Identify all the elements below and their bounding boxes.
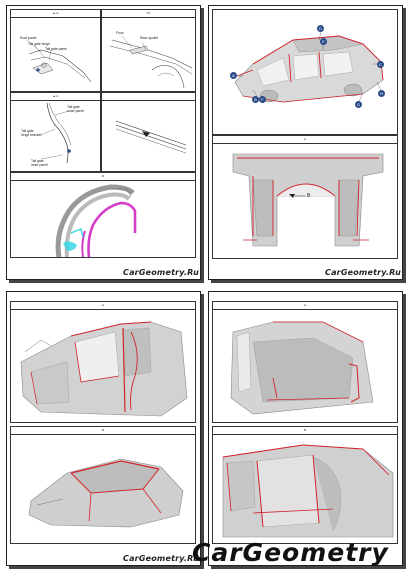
label-roof-panel: Roof panel <box>20 36 37 40</box>
manual-page-1 <box>6 5 201 280</box>
roof-structure-drawing <box>11 427 196 544</box>
callout-g: G <box>356 102 361 107</box>
label-floor: Floor <box>116 31 124 35</box>
callout-f: F <box>259 96 266 103</box>
diagram-cell-roof-structure <box>10 426 196 544</box>
diagram-cell-rear-cabin <box>212 301 398 423</box>
cell-title: B <box>213 427 397 435</box>
diagram-cell-side-structure <box>10 301 196 423</box>
diagram-cell-tailgate-panels <box>10 92 101 172</box>
diagram-cell-roof-hinge <box>10 9 101 92</box>
cell-title: B <box>11 427 195 435</box>
callout-b: B <box>252 96 259 103</box>
callout-c: C <box>377 61 384 68</box>
cell-title: A <box>213 136 397 144</box>
label-tailgate-outer: Tail gate outer panel <box>67 105 84 113</box>
cell-title: D <box>11 173 195 181</box>
watermark-small: CarGeometry.Ru <box>123 268 199 277</box>
diagram-cell-quarter-panel <box>212 426 398 544</box>
diagram-cell-rear-spoiler <box>101 9 196 92</box>
callout-h: H <box>378 90 385 97</box>
tailgate-hinge-drawing <box>11 10 101 92</box>
label-tailgate-bracket: Tail gate hinge bracket <box>21 129 42 137</box>
pillar-sealer-drawing <box>11 173 196 258</box>
quarter-panel-drawing <box>213 427 398 544</box>
car-body-overview <box>213 10 398 135</box>
cell-title: ▲-A <box>11 10 100 18</box>
label-b: B <box>307 193 311 199</box>
manual-page-4 <box>208 291 403 566</box>
watermark-footer: CarGeometry <box>192 538 389 567</box>
rear-cabin-drawing <box>213 302 398 423</box>
diagram-cell-body-overview <box>212 9 398 135</box>
rear-spoiler-drawing <box>102 10 196 92</box>
rear-frame-drawing <box>213 136 398 259</box>
cell-title: A <box>11 302 195 310</box>
callout-e: E <box>320 38 327 45</box>
label-tail-gate-hinge: Tail gate hinge <box>28 42 50 46</box>
label-rear-spoiler: Rear spoiler <box>140 36 159 40</box>
cell-title: A <box>213 302 397 310</box>
label-tailgate-inner: Tail gate inner panel <box>31 159 48 167</box>
diagram-cell-rear-frame <box>212 135 398 259</box>
diagram-cell-pillar-sealer <box>10 172 196 258</box>
callout-d: D <box>317 25 324 32</box>
label-tail-gate-panel: Tail gate panel <box>45 47 67 51</box>
watermark-small: CarGeometry.Ru <box>123 554 199 563</box>
side-structure-drawing <box>11 302 196 423</box>
watermark-small: CarGeometry.Ru <box>325 268 401 277</box>
callout-a: A <box>230 72 237 79</box>
cell-title: ▲-2 <box>11 93 100 101</box>
edge-detail-drawing <box>102 93 196 172</box>
manual-page-3 <box>6 291 201 566</box>
manual-page-2 <box>208 5 403 280</box>
cell-title: TC <box>102 10 195 18</box>
diagram-cell-edge-detail <box>101 92 196 172</box>
